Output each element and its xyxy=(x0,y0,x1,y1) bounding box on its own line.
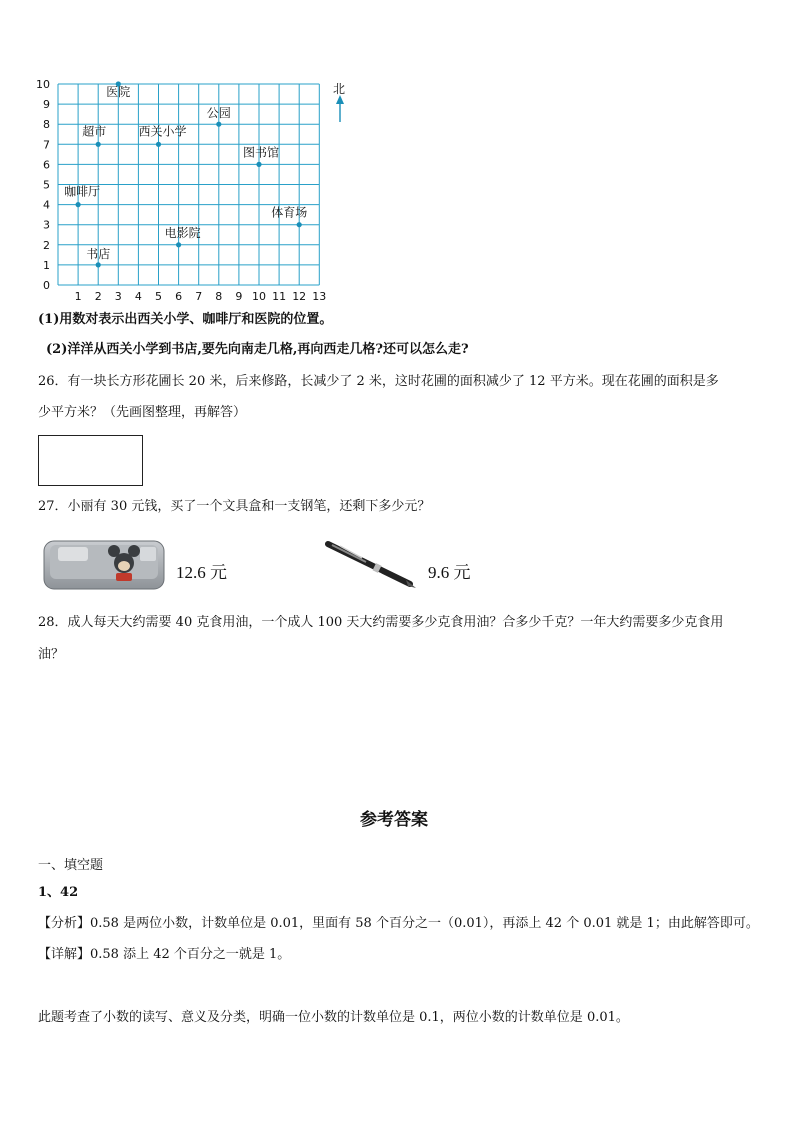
y-tick-label: 9 xyxy=(43,98,50,112)
place-point xyxy=(96,142,101,147)
answers-section-title: 一、填空题 xyxy=(38,858,104,873)
x-tick-label: 8 xyxy=(215,290,223,303)
place-label: 医院 xyxy=(106,85,131,99)
place-label: 西关小学 xyxy=(138,124,187,139)
pencil-box-image xyxy=(40,535,168,593)
pen-image xyxy=(322,536,418,592)
x-tick-label: 12 xyxy=(292,290,307,303)
pen-price: 9.6 元 xyxy=(428,563,471,582)
grid-place-points xyxy=(64,81,307,267)
answers-heading: 参考答案 xyxy=(360,810,428,830)
q26-line2: 少平方米？（先画图整理，再解答） xyxy=(38,405,247,420)
q25-part1: (1)用数对表示出西关小学、咖啡厅和医院的位置。 xyxy=(38,312,333,327)
place-label: 书店 xyxy=(86,246,111,261)
place-label: 体育场 xyxy=(271,205,308,220)
north-arrow xyxy=(333,82,345,122)
q28-line1: 28．成人每天大约需要 40 克食用油，一个成人 100 天大约需要多少克食用油？合多少千克？一年大约需要多少克食用 xyxy=(38,615,724,630)
place-point xyxy=(176,242,181,247)
q28-line2: 油？ xyxy=(38,647,65,662)
y-tick-label: 6 xyxy=(43,158,50,172)
y-tick-label: 5 xyxy=(43,178,50,192)
x-tick-label: 11 xyxy=(272,290,287,303)
y-tick-label: 1 xyxy=(43,258,50,272)
y-tick-label: 10 xyxy=(36,78,50,91)
place-point xyxy=(96,262,101,267)
x-tick-label: 6 xyxy=(175,290,183,303)
place-label: 咖啡厅 xyxy=(64,184,101,199)
x-tick-label: 3 xyxy=(114,290,122,303)
place-label: 电影院 xyxy=(164,225,201,240)
x-tick-label: 1 xyxy=(74,290,82,303)
y-tick-label: 8 xyxy=(43,118,50,132)
answer-detail: 【详解】0.58 添上 42 个百分之一就是 1。 xyxy=(38,947,291,962)
q26-drawing-box xyxy=(38,435,143,486)
place-label: 公园 xyxy=(206,106,231,121)
place-point xyxy=(76,202,81,207)
place-point xyxy=(297,222,302,227)
q26-line1: 26．有一块长方形花圃长 20 米，后来修路，长减少了 2 米，这时花圃的面积减少了 12 平方米。现在花圃的面积是多 xyxy=(38,374,719,389)
y-tick-label: 3 xyxy=(43,218,50,232)
y-tick-label: 0 xyxy=(43,279,50,292)
y-tick-label: 4 xyxy=(43,198,50,212)
place-point xyxy=(216,122,221,127)
x-tick-label: 9 xyxy=(235,290,243,303)
x-tick-label: 10 xyxy=(252,290,266,303)
answer-summary: 此题考查了小数的读写、意义及分类，明确一位小数的计数单位是 0.1，两位小数的计数单位是 0.01。 xyxy=(38,1010,629,1025)
q25-part2: (2)洋洋从西关小学到书店,要先向南走几格,再向西走几格?还可以怎么走? xyxy=(46,342,469,357)
place-label: 图书馆 xyxy=(243,145,280,160)
x-tick-label: 7 xyxy=(195,290,203,303)
y-tick-label: 2 xyxy=(43,238,50,252)
x-tick-label: 4 xyxy=(134,290,142,303)
north-arrow-head-icon xyxy=(336,95,344,104)
place-point xyxy=(256,162,261,167)
x-tick-label: 2 xyxy=(94,290,102,303)
north-label: 北 xyxy=(333,82,346,96)
place-label: 超市 xyxy=(82,124,107,139)
answer-analysis: 【分析】0.58 是两位小数，计数单位是 0.01，里面有 58 个百分之一（0.01），再添上 42 个 0.01 就是 1；由此解答即可。 xyxy=(38,916,759,931)
answer-item-1: 1、42 xyxy=(38,885,79,900)
x-tick-label: 5 xyxy=(155,290,162,303)
coordinate-grid-map xyxy=(0,0,360,310)
x-tick-label: 13 xyxy=(312,290,327,303)
q27-text: 27．小丽有 30 元钱，买了一个文具盒和一支钢笔，还剩下多少元？ xyxy=(38,499,431,514)
pencil-box-price: 12.6 元 xyxy=(176,563,227,582)
place-point xyxy=(156,142,161,147)
y-tick-label: 7 xyxy=(43,138,50,152)
